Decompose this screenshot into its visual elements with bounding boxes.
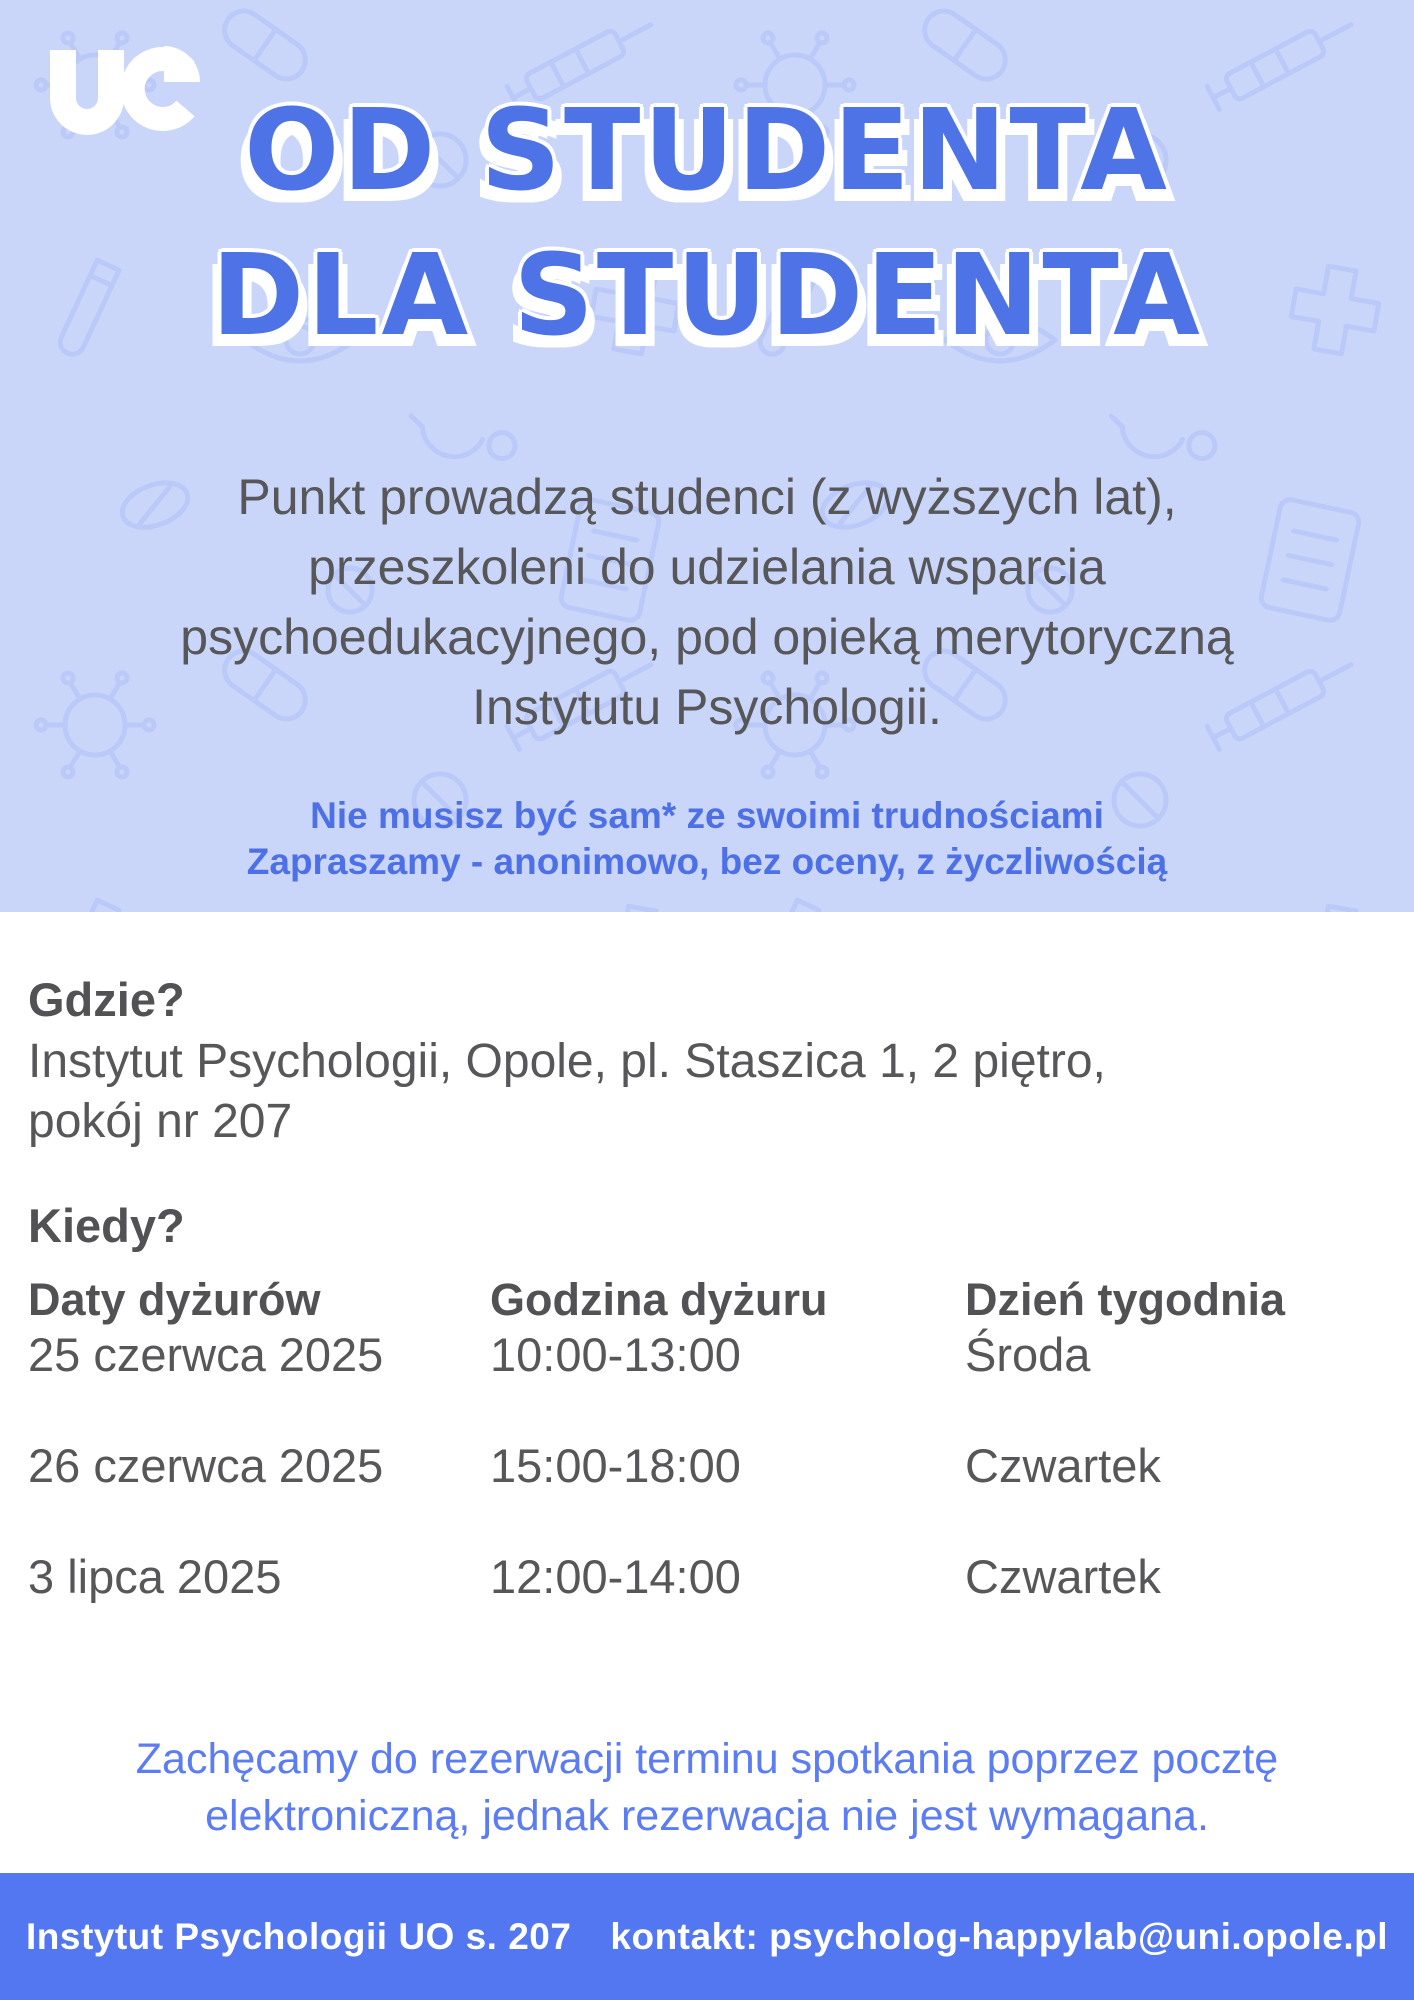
schedule-date: 26 czerwca 2025: [28, 1439, 384, 1492]
schedule-day: Czwartek: [965, 1439, 1161, 1492]
where-address: Instytut Psychologii, Opole, pl. Staszica 1, 2 piętro, pokój nr 207: [28, 1035, 1106, 1148]
schedule-row: [0, 1438, 1414, 1490]
schedule-row: [0, 1549, 1414, 1601]
schedule-header-day: Dzień tygodnia: [965, 1274, 1286, 1325]
highlight-text: [0, 793, 1414, 885]
schedule-day: Środa: [965, 1328, 1091, 1381]
booking-note: Zachęcamy do rezerwacji terminu spotkania poprzez pocztę elektroniczną, jednak rezerwacja nie jest wymagana.: [135, 1735, 1279, 1840]
intro-paragraph: Punkt prowadzą studenci (z wyższych lat), przeszkoleni do udzielania wsparcia psychoedukacyjnego, pod opieką merytoryczną Instytutu Psychologii.: [180, 469, 1234, 735]
footer-location: Instytut Psychologii UO s. 207: [26, 1915, 572, 1957]
where-heading: Gdzie?: [28, 973, 185, 1026]
highlight-line1: Nie musisz być sam* ze swoimi trudnościami: [310, 795, 1104, 836]
schedule-header-dates: Daty dyżurów: [28, 1274, 321, 1325]
schedule-header-row: [0, 1274, 1414, 1326]
poster-title-line2: DLA STUDENTA: [211, 231, 1203, 361]
hero-section: [0, 0, 1414, 912]
schedule-date: 3 lipca 2025: [28, 1550, 282, 1603]
schedule-time: 12:00-14:00: [490, 1550, 741, 1603]
schedule-row: [0, 1327, 1414, 1379]
schedule-date: 25 czerwca 2025: [28, 1328, 384, 1381]
schedule-header-time: Godzina dyżuru: [490, 1274, 828, 1325]
highlight-line2: Zapraszamy - anonimowo, bez oceny, z życzliwością: [246, 841, 1168, 882]
when-heading: Kiedy?: [28, 1199, 185, 1252]
footer-contact-email: kontakt: psycholog-happylab@uni.opole.pl: [610, 1915, 1388, 1957]
poster-title-line1: OD STUDENTA: [244, 86, 1170, 216]
schedule-day: Czwartek: [965, 1550, 1161, 1603]
schedule-time: 10:00-13:00: [490, 1328, 741, 1381]
footer-bar: [0, 1873, 1414, 2000]
schedule-time: 15:00-18:00: [490, 1439, 741, 1492]
